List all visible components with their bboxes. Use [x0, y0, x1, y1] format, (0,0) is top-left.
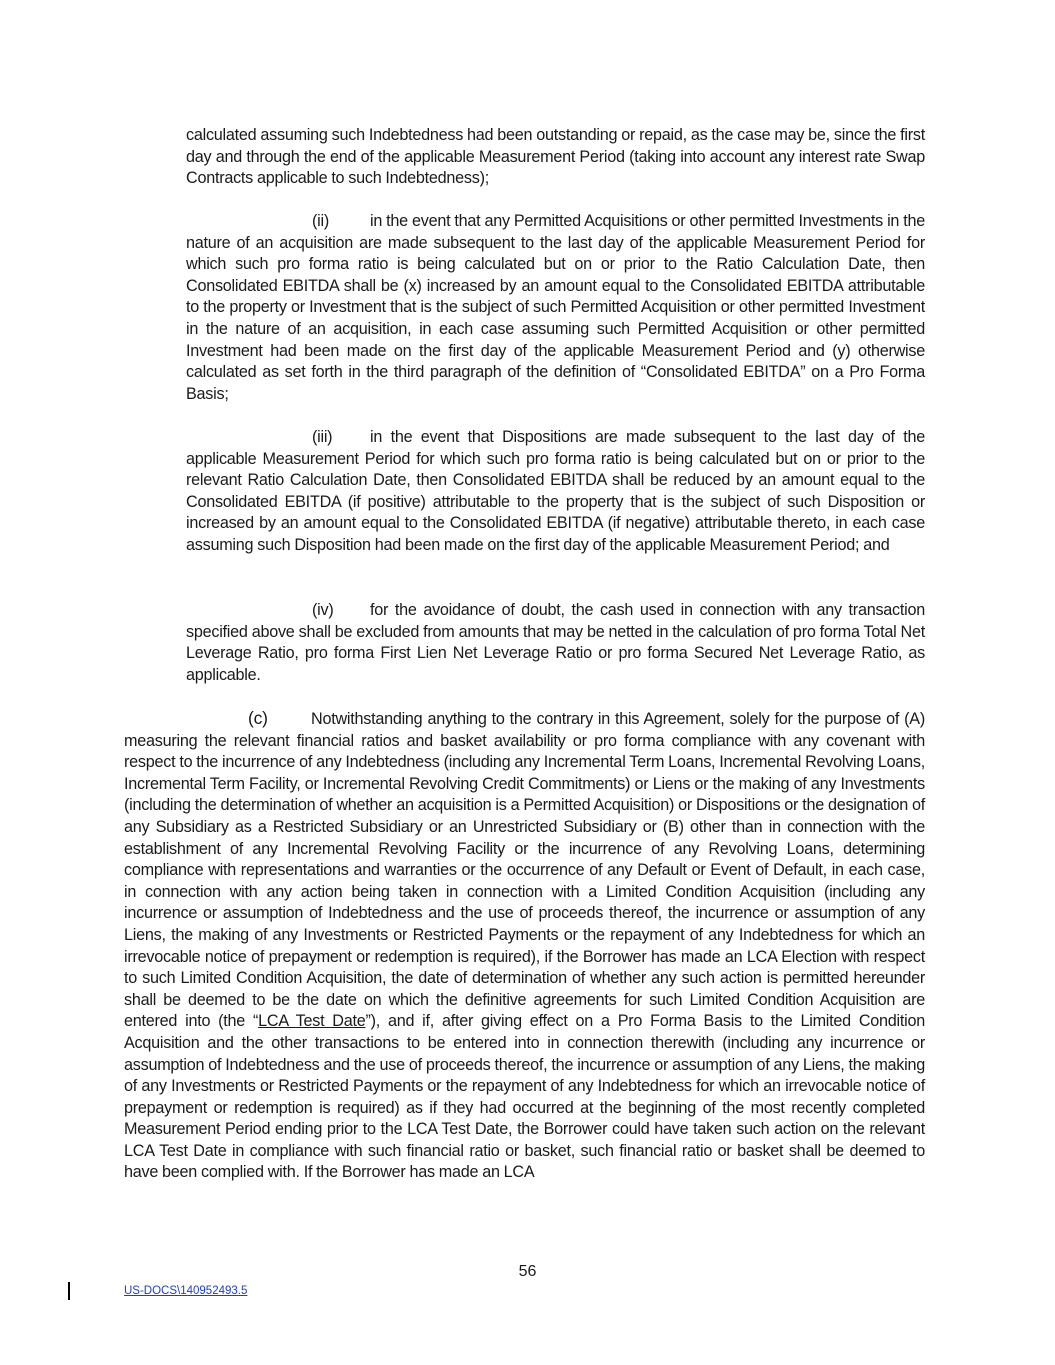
clause-iv [186, 600, 925, 686]
clause-text: for the avoidance of doubt, the cash used in connection with any transaction specified above shall be excluded from amounts that may be netted in the calculation of pro forma Total Net Leverage Ratio, pro forma First Lien Net Leverage Ratio or pro forma Secured Net Leverage Ratio, as applicable. [186, 601, 925, 684]
section-number: (c) [248, 708, 268, 728]
paragraph-text: calculated assuming such Indebtedness had been outstanding or repaid, as the case may be, since the first day and through the end of the applicable Measurement Period (taking into account any interest rate Swap Contracts applicable to such Indebtedness); [186, 126, 925, 188]
clause-number: (ii) [312, 212, 329, 230]
section-text-part2: ”), and if, after giving effect on a Pro Forma Basis to the Limited Condition Acquisition and the other transactions to be entered into in connection therewith (including any incurrence or assumption of Indebtedness and the use of proceeds thereof, the incurrence or assumption of any Liens, the making of any Investments or Restricted Payments or the repayment of any Indebtedness for which an irrevocable notice of prepayment or redemption is required) as if they had occurred at the beginning of the most recently completed Measurement Period ending prior to the LCA Test Date, the Borrower could have taken such action on the relevant LCA Test Date in compliance with such financial ratio or basket, such financial ratio or basket shall be deemed to have been complied with. If the Borrower has made an LCA [124, 1012, 926, 1182]
page-number: 56 [518, 1263, 537, 1280]
document-id-link[interactable]: US-DOCS\140952493.5 [124, 1285, 248, 1297]
clause-text: in the event that Dispositions are made subsequent to the last day of the applicable Measurement Period for which such pro forma ratio is being calculated but on or prior to the relevant Ratio Calculation Date, then Consolidated EBITDA shall be reduced by an amount equal to the Consolidated EBITDA (if positive) attributable to the property that is the subject of such Disposition or increased by an amount equal to the Consolidated EBITDA (if negative) attributable thereto, in each case assuming such Disposition had been made on the first day of the applicable Measurement Period; and [186, 428, 925, 554]
clause-number: (iv) [312, 601, 334, 619]
clause-ii [186, 211, 925, 405]
section-text-part1: Notwithstanding anything to the contrary in this Agreement, solely for the purpose of (A) measuring the relevant financial ratios and basket availability or pro forma compliance with any covenant with respect to the incurrence of any Indebtedness (including any Incremental Term Loans, Incremental Revolving Loans, Incremental Term Facility, or Incremental Revolving Credit Commitments) or Liens or the making of any Investments (including the determination of whether an acquisition is a Permitted Acquisition) or Dispositions or the designation of any Subsidiary as a Restricted Subsidiary or an Unrestricted Subsidiary or (B) other than in connection with the establishment of any Incremental Revolving Facility or the incurrence of any Revolving Loans, determining compliance with representations and warranties or the occurrence of any Default or Event of Default, in each case, in connection with any action being taken in connection with a Limited Condition Acquisition (including any incurrence or assumption of Indebtedness and the use of proceeds thereof, the incurrence or assumption of any Liens, the making of any Investments or Restricted Payments or the repayment of any Indebtedness for which an irrevocable notice of prepayment or redemption is required), if the Borrower has made an LCA Election with respect to such Limited Condition Acquisition, the date of determination of whether any such action is permitted hereunder shall be deemed to be the date on which the definitive agreements for such Limited Condition Acquisition are entered into (the “ [124, 710, 925, 1031]
clause-text: in the event that any Permitted Acquisitions or other permitted Investments in the nature of an acquisition are made subsequent to the last day of the applicable Measurement Period for which such pro forma ratio is being calculated but on or prior to the Ratio Calculation Date, then Consolidated EBITDA shall be (x) increased by an amount equal to the Consolidated EBITDA attributable to the property or Investment that is the subject of such Permitted Acquisition or other permitted Investment in the nature of an acquisition, in each case assuming such Permitted Acquisition or other permitted Investment had been made on the first day of the applicable Measurement Period and (y) otherwise calculated as set forth in the third paragraph of the definition of “Consolidated EBITDA” on a Pro Forma Basis; [186, 212, 925, 403]
section-c [124, 708, 925, 1184]
defined-term-lca-test-date: LCA Test Date [258, 1012, 366, 1031]
revision-bar [68, 1282, 70, 1300]
clause-iii [186, 427, 925, 557]
clause-number: (iii) [312, 428, 333, 446]
paragraph-continuation [186, 125, 925, 190]
